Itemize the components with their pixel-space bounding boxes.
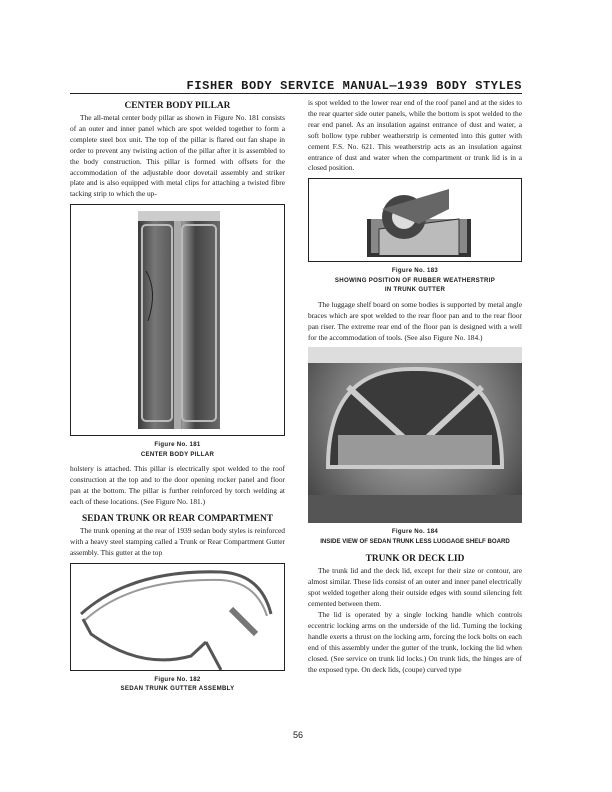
trunk-gutter-illustration — [71, 564, 284, 670]
paragraph-deck-lid-1: The trunk lid and the deck lid, except for their size or contour, are almost similar. These lids consist of an outer and inner panel electrically spot welded together along their outside edges with sound silencing felt cemented between them. — [308, 566, 522, 609]
paragraph-center-pillar-2: holstery is attached. This pillar is electrically spot welded to the roof construction at the top and to the door opening rocker panel and floor pan at the bottom. The pillar is further reinforced by torch welding at each of these locations. (See Figure No. 181.) — [70, 464, 285, 506]
figure-184-photo — [308, 347, 522, 523]
figure-183-number: Figure No. 183 — [391, 267, 439, 275]
figure-181-caption: CENTER BODY PILLAR — [140, 450, 215, 458]
figure-183-caption-line2: IN TRUNK GUTTER — [384, 286, 446, 294]
heading-trunk-deck-lid: TRUNK OR DECK LID — [365, 554, 465, 565]
figure-182-caption: SEDAN TRUNK GUTTER ASSEMBLY — [120, 685, 235, 693]
figure-181-frame — [70, 204, 285, 436]
paragraph-center-pillar-1: The all-metal center body pillar as shown in Figure No. 181 consists of an outer and inner panel which are spot welded together to form a complete steel box unit. The top of the pillar is flared out fan shape in order to prevent any twisting action of the pillar after it is assembled to the body construction. This pillar is formed with offsets for the accommodation of the adjustable door dovetail assembly and striker plate and is also equipped with metal clips for attaching a twisted fibre tacking strip to which the up- — [70, 113, 285, 199]
header-rule — [70, 93, 522, 94]
weatherstrip-illustration — [309, 179, 521, 261]
right-column — [308, 98, 522, 676]
sedan-trunk-illustration — [308, 347, 522, 523]
figure-181-photo — [138, 211, 220, 429]
figure-182-number: Figure No. 182 — [154, 675, 201, 683]
figure-181-number: Figure No. 181 — [154, 441, 201, 449]
figure-182-frame — [70, 563, 285, 671]
running-header: FISHER BODY SERVICE MANUAL—1939 BODY STYLES — [186, 79, 522, 93]
figure-183-frame — [308, 178, 522, 262]
figure-183-caption-line1: SHOWING POSITION OF RUBBER WEATHERSTRIP — [334, 276, 496, 284]
center-pillar-illustration — [138, 211, 220, 429]
page-number: 56 — [292, 730, 303, 740]
heading-sedan-trunk: SEDAN TRUNK OR REAR COMPARTMENT — [82, 513, 273, 524]
left-column — [70, 98, 285, 699]
paragraph-sedan-trunk-1: The trunk opening at the rear of 1939 sedan body styles is reinforced with a heavy steel stamping called a Trunk or Rear Compartment Gutter assembly. This gutter at the top — [70, 525, 285, 557]
figure-184-caption: INSIDE VIEW OF SEDAN TRUNK LESS LUGGAGE SHELF BOARD — [320, 537, 510, 545]
paragraph-deck-lid-2: The lid is operated by a single locking handle which controls eccentric locking arms on the underside of the lid. Turning the locking handle exerts a thrust on the locking arm, forcing the lock bolts on each end of this assembly under the gutter of the trunk, locking the lid when closed. (See service on trunk lid locks.) On trunk lids, the hinges are of the exposed type. On deck lids, (coupe) curved type — [308, 610, 522, 674]
heading-center-body-pillar: CENTER BODY PILLAR — [124, 101, 231, 111]
figure-184-number: Figure No. 184 — [391, 528, 439, 536]
paragraph-luggage-shelf: The luggage shelf board on some bodies is supported by metal angle braces which are spot welded to the rear floor pan and to the rear floor pan riser. The extreme rear end of the floor pan is designed with a well for the accommodation of tools. (See also Figure No. 184.) — [308, 299, 522, 342]
paragraph-gutter: is spot welded to the lower rear end of the roof panel and at the sides to the rear quarter side outer panels, while the bottom is spot welded to the rear end panel. As an insulation against entrance of dust and water, a soft hollow type rubber weatherstrip is cemented into this gutter with cement F.S. No. 621. This weatherstrip acts as an insulation against entrance of dust and water when the compartment or trunk lid is in a closed position. — [308, 98, 522, 173]
